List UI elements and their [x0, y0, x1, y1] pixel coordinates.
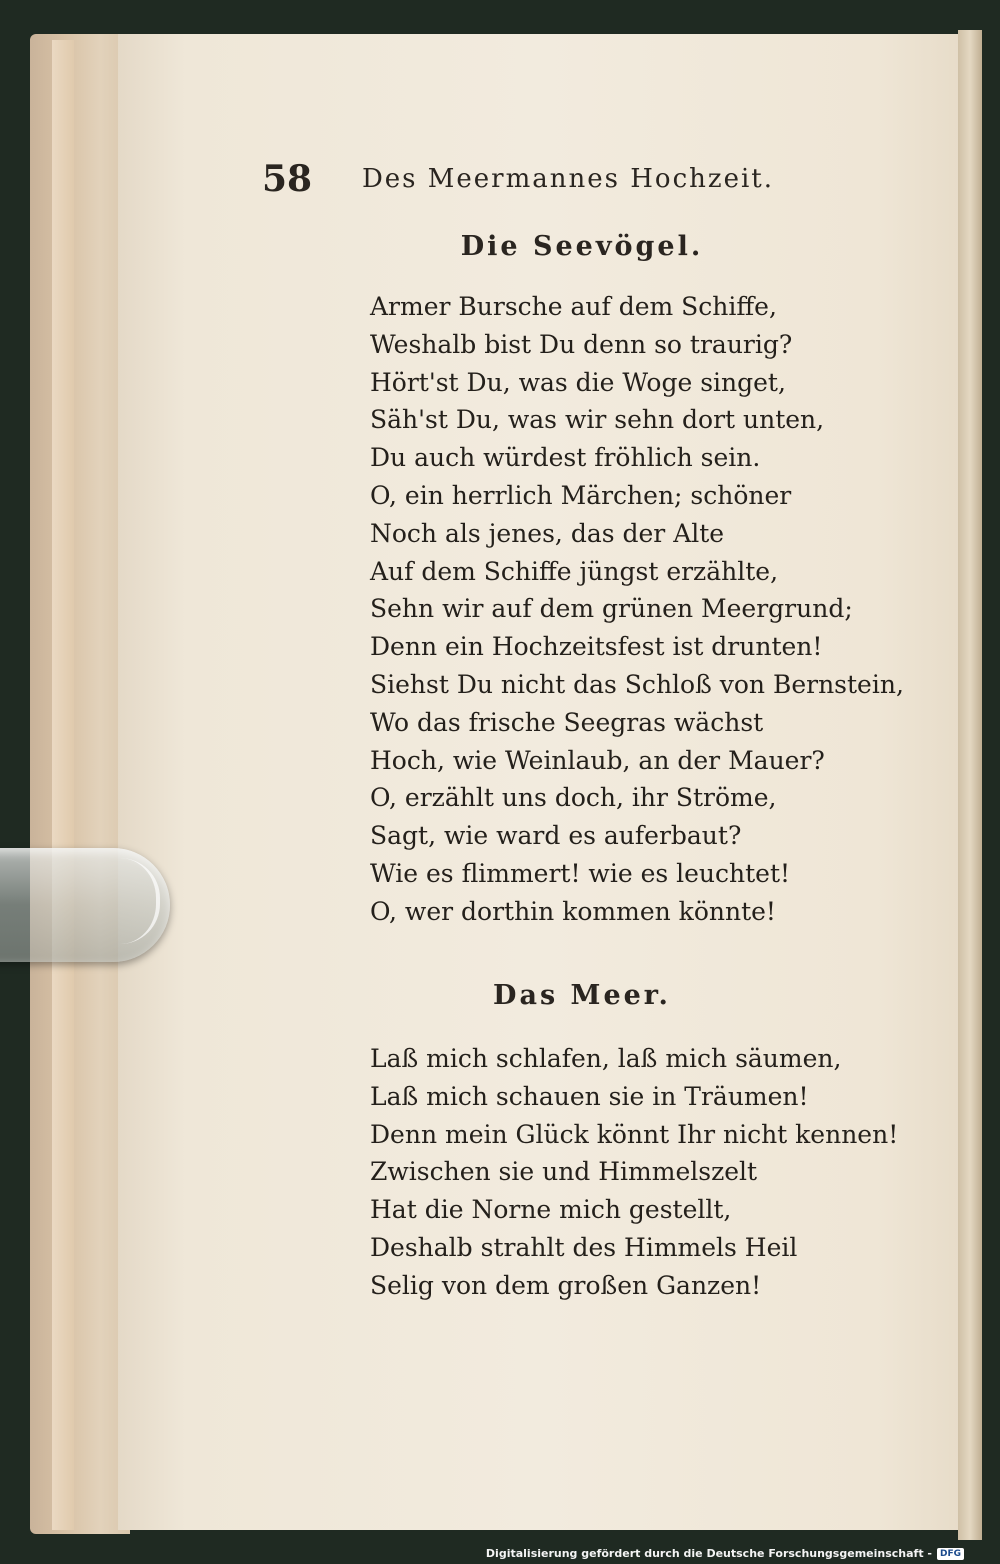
- page-stack-edge: [52, 40, 74, 1530]
- poem-line: Säh'st Du, was wir sehn dort unten,: [370, 405, 825, 435]
- poem-line: Auf dem Schiffe jüngst erzählte,: [370, 556, 779, 586]
- poem-line: Sagt, wie ward es auferbaut?: [370, 821, 742, 851]
- poem-line: Laß mich schlafen, laß mich säumen,: [370, 1044, 842, 1073]
- poem-line: Sehn wir auf dem grünen Meergrund;: [370, 594, 853, 624]
- poem-title-seevoegel: Die Seevögel.: [460, 231, 704, 262]
- dfg-logo: DFG: [937, 1548, 964, 1560]
- poem-line: Denn mein Glück könnt Ihr nicht kennen!: [370, 1119, 899, 1149]
- poem-body-meer: [370, 1040, 898, 1305]
- poem-line: Wo das frische Seegras wächst: [370, 707, 764, 737]
- poem-line: Weshalb bist Du denn so traurig?: [370, 329, 793, 359]
- page-number: 58: [262, 158, 313, 200]
- poem-line: O, wer dorthin kommen könnte!: [370, 896, 776, 926]
- poem-line: Deshalb strahlt des Himmels Heil: [370, 1232, 798, 1262]
- poem-line: Noch als jenes, das der Alte: [370, 518, 725, 548]
- poem-line: Denn ein Hochzeitsfest ist drunten!: [370, 632, 823, 662]
- poem-line: Siehst Du nicht das Schloß von Bernstein,: [370, 669, 904, 699]
- poem-line: Hört'st Du, was die Woge singet,: [370, 367, 786, 397]
- page-header: [262, 158, 774, 206]
- poem-line: Du auch würdest fröhlich sein.: [370, 443, 761, 473]
- poem-body-seevoegel: [370, 288, 904, 931]
- poem-line: Wie es flimmert! wie es leuchtet!: [370, 858, 791, 888]
- poem-title-meer: Das Meer.: [493, 980, 671, 1011]
- poem-line: Zwischen sie und Himmelszelt: [370, 1157, 758, 1187]
- poem-line: Armer Bursche auf dem Schiffe,: [370, 292, 777, 321]
- poem-line: Hat die Norne mich gestellt,: [370, 1195, 732, 1225]
- running-title: Des Meermannes Hochzeit.: [361, 164, 774, 194]
- poem-line: Selig von dem großen Ganzen!: [370, 1270, 762, 1300]
- credit-text: Digitalisierung gefördert durch die Deutsche Forschungsgemeinschaft -: [485, 1547, 932, 1560]
- poem-line: O, erzählt uns doch, ihr Ströme,: [370, 783, 777, 813]
- poem-line: O, ein herrlich Märchen; schöner: [370, 480, 792, 510]
- poem-line: Laß mich schauen sie in Träumen!: [370, 1081, 809, 1111]
- poem-line: Hoch, wie Weinlaub, an der Mauer?: [370, 745, 825, 775]
- digitization-credit: [486, 1547, 964, 1560]
